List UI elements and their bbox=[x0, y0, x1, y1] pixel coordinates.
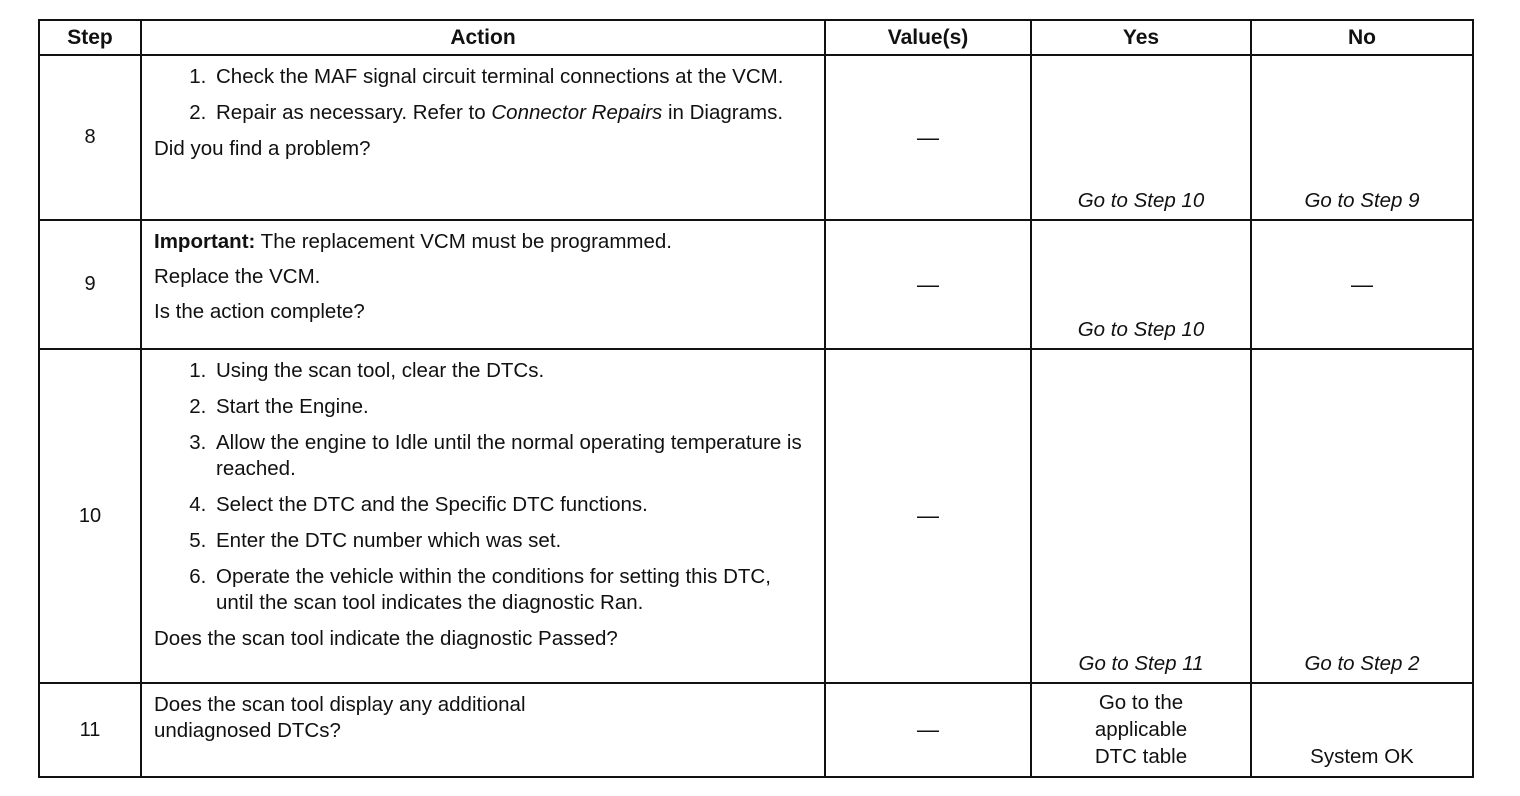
step-number: 9 bbox=[39, 220, 141, 349]
yes-cell bbox=[1031, 683, 1251, 777]
yes-cell: Go to Step 10 bbox=[1031, 220, 1251, 349]
header-yes: Yes bbox=[1031, 20, 1251, 55]
list-item: 1. Using the scan tool, clear the DTCs. bbox=[212, 358, 812, 384]
action-list bbox=[154, 358, 812, 616]
action-cell bbox=[141, 349, 825, 683]
header-step: Step bbox=[39, 20, 141, 55]
list-item: 6. Operate the vehicle within the conditions for setting this DTC, until the scan tool indicates the diagnostic Ran. bbox=[212, 564, 812, 616]
no-cell: Go to Step 9 bbox=[1251, 55, 1473, 220]
table-row-step-11 bbox=[39, 683, 1473, 777]
list-item: 4. Select the DTC and the Specific DTC functions. bbox=[212, 492, 812, 518]
yes-cell: Go to Step 11 bbox=[1031, 349, 1251, 683]
reference-link-text: Connector Repairs bbox=[491, 101, 663, 124]
header-action: Action bbox=[141, 20, 825, 55]
header-row bbox=[39, 20, 1473, 55]
header-no: No bbox=[1251, 20, 1473, 55]
action-list bbox=[154, 64, 812, 126]
action-question: Is the action complete? bbox=[154, 300, 365, 323]
action-question: Did you find a problem? bbox=[154, 137, 371, 160]
step-number: 8 bbox=[39, 55, 141, 220]
list-item: 5. Enter the DTC number which was set. bbox=[212, 528, 812, 554]
no-cell: Go to Step 2 bbox=[1251, 349, 1473, 683]
table-row-step-8 bbox=[39, 55, 1473, 220]
yes-cell: Go to Step 10 bbox=[1031, 55, 1251, 220]
no-cell: System OK bbox=[1251, 683, 1473, 777]
important-text: The replacement VCM must be programmed. bbox=[255, 230, 672, 253]
step-number: 10 bbox=[39, 349, 141, 683]
yes-cell-text: Go to the applicable DTC table bbox=[1094, 691, 1188, 768]
action-question: Does the scan tool display any additional undiagnosed DTCs? bbox=[154, 693, 526, 742]
list-item bbox=[212, 100, 812, 126]
diagnostic-table bbox=[38, 19, 1474, 778]
important-label: Important: bbox=[154, 230, 256, 253]
no-cell: — bbox=[1251, 220, 1473, 349]
action-cell bbox=[141, 220, 825, 349]
value-cell: — bbox=[825, 220, 1031, 349]
list-item: 1. Check the MAF signal circuit terminal connections at the VCM. bbox=[212, 64, 812, 90]
step-number: 11 bbox=[39, 683, 141, 777]
action-question: Does the scan tool indicate the diagnostic Passed? bbox=[154, 627, 618, 650]
action-cell bbox=[141, 55, 825, 220]
action-instruction: Replace the VCM. bbox=[154, 265, 321, 288]
table-row-step-9 bbox=[39, 220, 1473, 349]
list-item-text: Repair as necessary. Refer to bbox=[216, 101, 492, 124]
important-note bbox=[154, 229, 812, 255]
header-values: Value(s) bbox=[825, 20, 1031, 55]
value-cell: — bbox=[825, 683, 1031, 777]
list-item: 2. Start the Engine. bbox=[212, 394, 812, 420]
value-cell: — bbox=[825, 55, 1031, 220]
value-cell: — bbox=[825, 349, 1031, 683]
table-row-step-10 bbox=[39, 349, 1473, 683]
list-item-text: in Diagrams. bbox=[662, 101, 784, 124]
list-item: 3. Allow the engine to Idle until the normal operating temperature is reached. bbox=[212, 430, 812, 482]
action-cell bbox=[141, 683, 825, 777]
